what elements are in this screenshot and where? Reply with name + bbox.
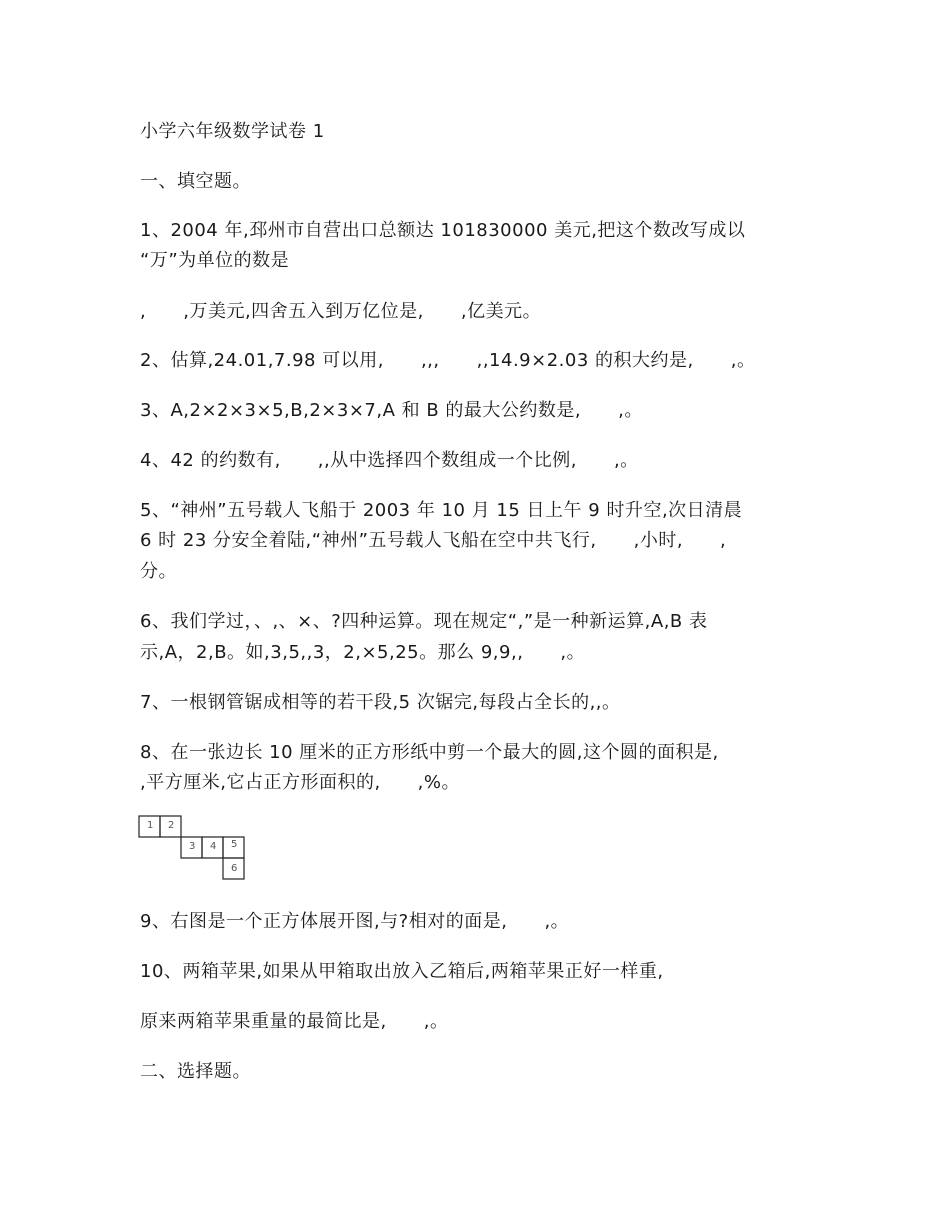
cube-face-label-4: 4 bbox=[210, 841, 217, 852]
section-fill-in-heading: 一、填空题。 bbox=[140, 171, 251, 192]
cube-net-figure bbox=[138, 815, 250, 883]
question-6-line-2: 示,A，2,B。如,3,5,,3，2,×5,25。那么 9,9,, ,。 bbox=[140, 642, 586, 663]
cube-face-label-1: 1 bbox=[147, 820, 154, 831]
question-1-line-1: 1、2004 年,邳州市自营出口总额达 101830000 美元,把这个数改写成以 bbox=[140, 220, 746, 241]
question-3: 3、A,2×2×3×5,B,2×3×7,A 和 B 的最大公约数是, ,。 bbox=[140, 400, 643, 421]
cube-net-svg bbox=[138, 815, 250, 883]
question-8-line-1: 8、在一张边长 10 厘米的正方形纸中剪一个最大的圆,这个圆的面积是, bbox=[140, 742, 719, 763]
question-5-line-2: 6 时 23 分安全着陆,“神州”五号载人飞船在空中共飞行, ,小时, , bbox=[140, 530, 727, 551]
question-7: 7、一根钢管锯成相等的若干段,5 次锯完,每段占全长的,,。 bbox=[140, 692, 621, 713]
question-1-line-2: “万”为单位的数是 bbox=[140, 250, 290, 271]
question-9: 9、右图是一个正方体展开图,与?相对的面是, ,。 bbox=[140, 911, 570, 932]
question-10-line-2: 原来两箱苹果重量的最简比是, ,。 bbox=[140, 1011, 449, 1032]
question-4: 4、42 的约数有, ,,从中选择四个数组成一个比例, ,。 bbox=[140, 450, 639, 471]
cube-face-label-3: 3 bbox=[189, 841, 196, 852]
cube-face-label-5: 5 bbox=[231, 839, 238, 850]
question-5-line-3: 分。 bbox=[140, 561, 177, 582]
exam-title: 小学六年级数学试卷 1 bbox=[140, 121, 325, 142]
cube-face-label-6: 6 bbox=[231, 863, 238, 874]
question-8-line-2: ,平方厘米,它占正方形面积的, ,%。 bbox=[140, 772, 460, 793]
question-6-line-1: 6、我们学过，、,、×、?四种运算。现在规定“,”是一种新运算,A,B 表 bbox=[140, 611, 708, 632]
question-1-line-3: , ,万美元,四舍五入到万亿位是, ,亿美元。 bbox=[140, 301, 542, 322]
cube-face-label-2: 2 bbox=[168, 820, 175, 831]
section-multiple-choice-heading: 二、选择题。 bbox=[140, 1061, 251, 1082]
question-5-line-1: 5、“神州”五号载人飞船于 2003 年 10 月 15 日上午 9 时升空,次日清晨 bbox=[140, 500, 743, 521]
question-10-line-1: 10、两箱苹果,如果从甲箱取出放入乙箱后,两箱苹果正好一样重, bbox=[140, 961, 664, 982]
question-2: 2、估算,24.01,7.98 可以用, ,,, ,,14.9×2.03 的积大约是, ,。 bbox=[140, 350, 756, 371]
